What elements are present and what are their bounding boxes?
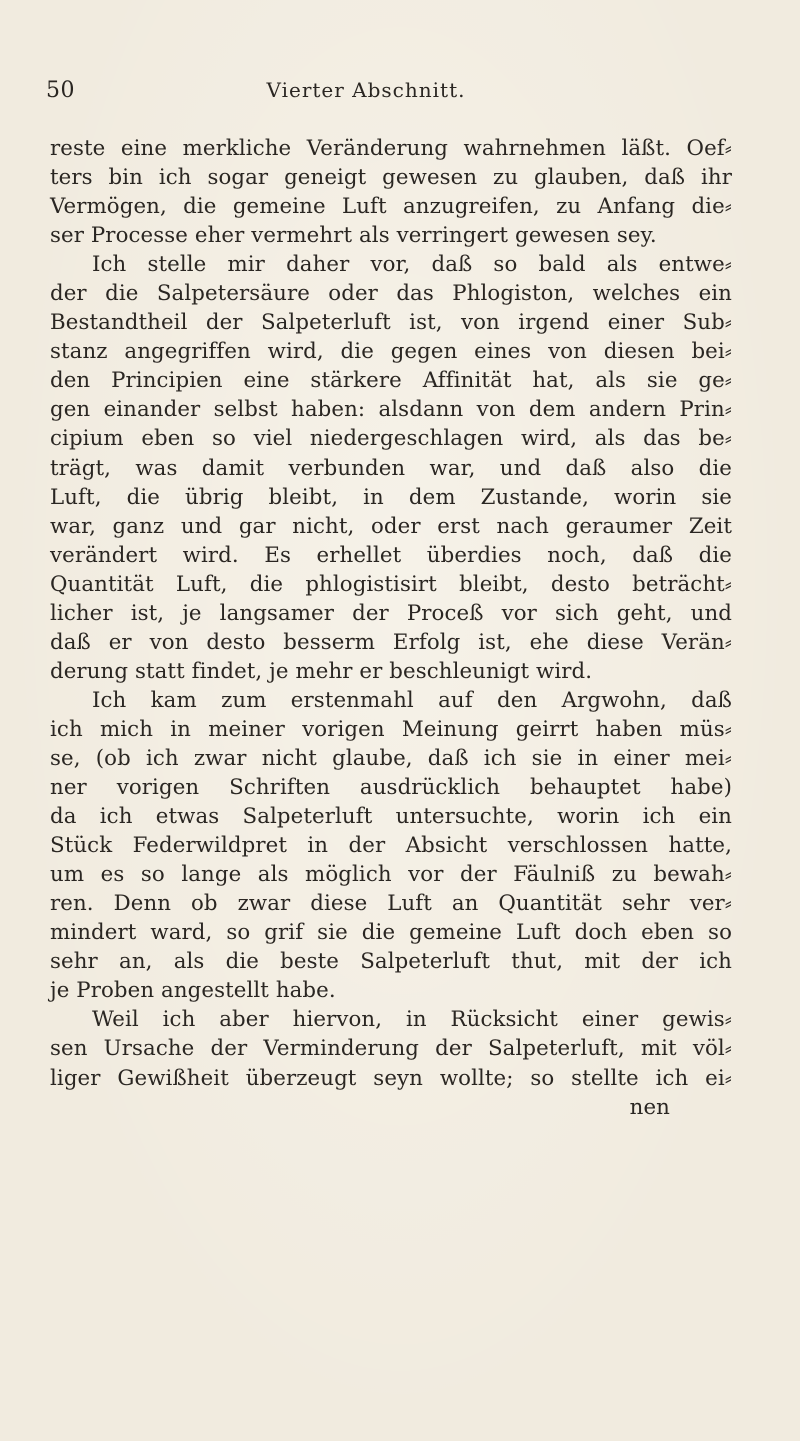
text-line: ters bin ich sogar geneigt gewesen zu glauben, daß ihr bbox=[50, 165, 732, 191]
text-line: Bestandtheil der Salpeterluft ist, von irgend einer Sub⸗ bbox=[50, 310, 732, 336]
text-line: cipium eben so viel niedergeschlagen wird, als das be⸗ bbox=[50, 426, 732, 452]
text-line: Ich kam zum erstenmahl auf den Argwohn, daß bbox=[92, 687, 732, 713]
text-line: se, (ob ich zwar nicht glaube, daß ich sie in einer mei⸗ bbox=[50, 745, 732, 771]
text-line: ser Processe eher vermehrt als verringert gewesen sey. bbox=[50, 223, 657, 249]
text-line: der die Salpetersäure oder das Phlogiston, welches ein bbox=[50, 281, 732, 307]
text-line: war, ganz und gar nicht, oder erst nach geraumer Zeit bbox=[50, 513, 732, 539]
text-line: trägt, was damit verbunden war, und daß also die bbox=[50, 455, 732, 481]
text-line: sehr an, als die beste Salpeterluft thut, mit der ich bbox=[50, 949, 732, 975]
text-line: ich mich in meiner vorigen Meinung geirrt haben müs⸗ bbox=[50, 716, 732, 742]
text-line: Weil ich aber hiervon, in Rücksicht einer gewis⸗ bbox=[92, 1007, 732, 1033]
text-line: mindert ward, so grif sie die gemeine Luft doch eben so bbox=[50, 920, 732, 946]
text-line: stanz angegriffen wird, die gegen eines von diesen bei⸗ bbox=[50, 339, 732, 365]
text-line: ren. Denn ob zwar diese Luft an Quantität sehr ver⸗ bbox=[50, 891, 732, 917]
page-header bbox=[46, 78, 686, 110]
text-line: je Proben angestellt habe. bbox=[50, 978, 336, 1004]
text-line: da ich etwas Salpeterluft untersuchte, worin ich ein bbox=[50, 804, 732, 830]
text-line: licher ist, je langsamer der Proceß vor sich geht, und bbox=[50, 600, 732, 626]
text-line: Ich stelle mir daher vor, daß so bald als entwe⸗ bbox=[92, 252, 732, 278]
text-line: liger Gewißheit überzeugt seyn wollte; so stellte ich ei⸗ bbox=[50, 1065, 732, 1091]
text-line: Stück Federwildpret in der Absicht verschlossen hatte, bbox=[50, 833, 732, 859]
text-line: Vermögen, die gemeine Luft anzugreifen, zu Anfang die⸗ bbox=[50, 194, 732, 220]
catchword: nen bbox=[629, 1094, 670, 1120]
text-line: sen Ursache der Verminderung der Salpeterluft, mit völ⸗ bbox=[50, 1036, 732, 1062]
text-line: verändert wird. Es erhellet überdies noch, daß die bbox=[50, 542, 732, 568]
text-line: den Principien eine stärkere Affinität hat, als sie ge⸗ bbox=[50, 368, 732, 394]
page-number: 50 bbox=[46, 78, 75, 103]
text-line: um es so lange als möglich vor der Fäulniß zu bewah⸗ bbox=[50, 862, 732, 888]
text-line: daß er von desto besserm Erfolg ist, ehe diese Verän⸗ bbox=[50, 629, 732, 655]
text-line: Quantität Luft, die phlogistisirt bleibt, desto beträcht⸗ bbox=[50, 571, 732, 597]
text-line: derung statt findet, je mehr er beschleunigt wird. bbox=[50, 658, 593, 684]
text-line: reste eine merkliche Veränderung wahrnehmen läßt. Oef⸗ bbox=[50, 136, 732, 161]
body-text bbox=[50, 134, 732, 1122]
text-line: gen einander selbst haben: alsdann von dem andern Prin⸗ bbox=[50, 397, 732, 423]
text-line: Luft, die übrig bleibt, in dem Zustande, worin sie bbox=[50, 484, 732, 510]
running-head: Vierter Abschnitt. bbox=[266, 78, 466, 102]
text-line: ner vorigen Schriften ausdrücklich behauptet habe) bbox=[50, 775, 732, 801]
